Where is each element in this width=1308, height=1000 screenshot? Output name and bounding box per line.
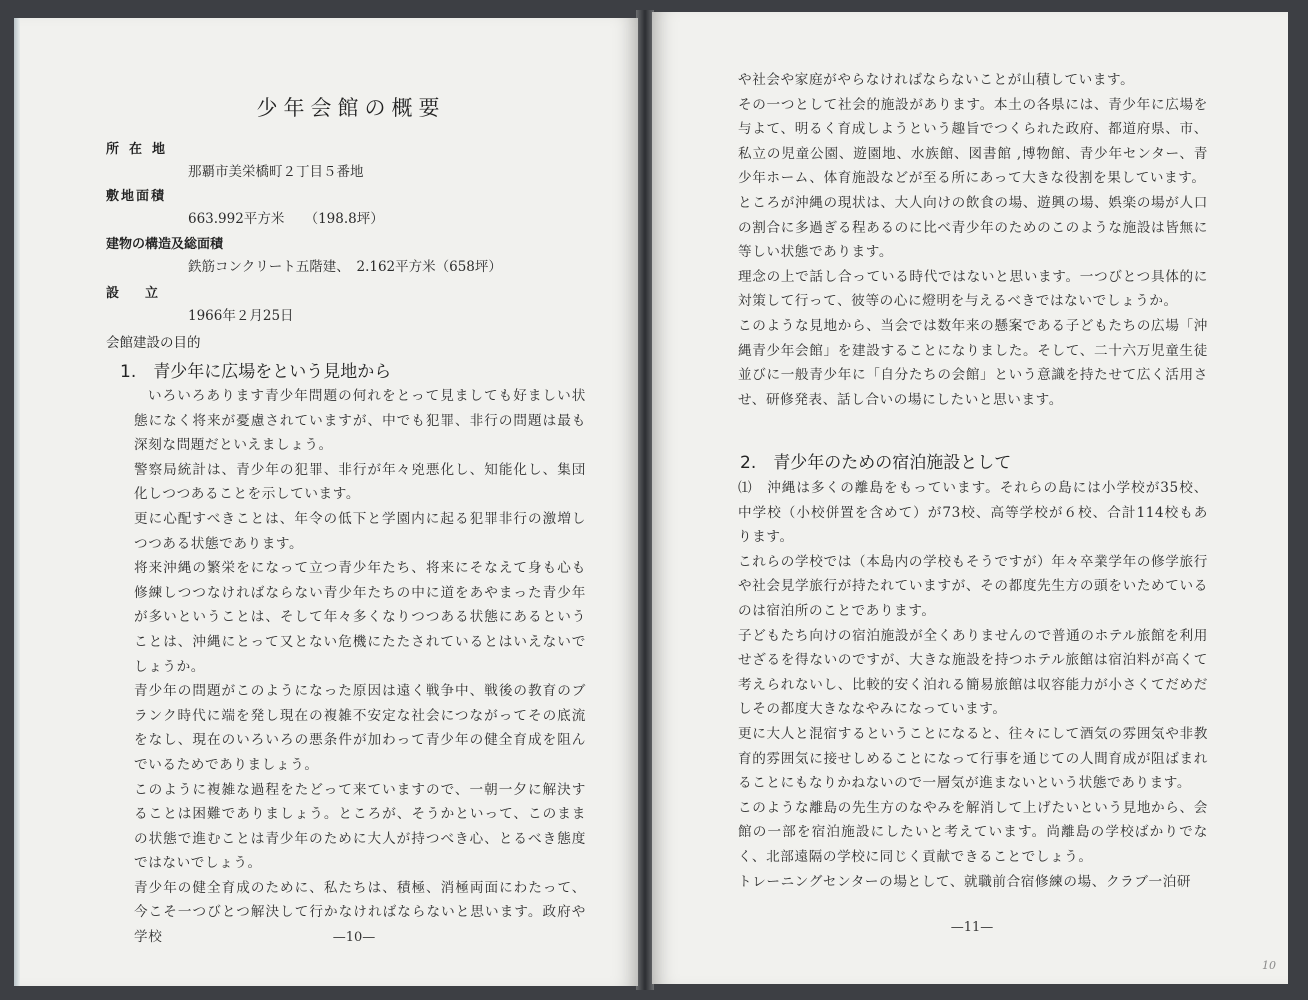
structure-value: 鉄筋コンクリート五階建、 2.162平方米（658坪） xyxy=(188,259,502,275)
page-number: —10— xyxy=(332,930,376,945)
right-body-text-bottom xyxy=(738,476,1208,894)
page-title: 少年会館の概要 xyxy=(256,96,446,120)
right-body-text-top xyxy=(738,68,1208,412)
location-label: 所在地 xyxy=(106,142,176,157)
paragraph: 更に心配すべきことは、年令の低下と学園内に起る犯罪非行の激増しつつある状態であります。 xyxy=(134,510,586,552)
established-value: 1966年２月25日 xyxy=(188,308,294,324)
left-body-text xyxy=(134,384,586,950)
page-number: —11— xyxy=(950,920,994,935)
paragraph: これらの学校では（本島内の学校もそうですが）年々卒業学年の修学旅行や社会見学旅行が持たれていますが、その都度先生方の頭をいためているのは宿泊所のことであります。 xyxy=(738,553,1208,619)
paragraph: いろいろあります青少年問題の何れをとって見ましても好ましい状態になく将来が憂慮されていますが、中でも犯罪、非行の問題は最も深刻な問題だといえましょう。 xyxy=(134,388,586,454)
established-label: 設 立 xyxy=(106,286,159,301)
location-value: 那覇市美栄橋町２丁目５番地 xyxy=(188,164,364,180)
paragraph: 警察局統計は、青少年の犯罪、非行が年々兇悪化し、知能化し、集団化しつつあることを示しています。 xyxy=(134,461,586,503)
area-label: 敷地面積 xyxy=(106,189,167,204)
paragraph: 更に大人と混宿するということになると、往々にして酒気の雰囲気や非教育的雰囲気に接せしめることになって行事を通じての人間育成が阻ばまれることにもなりかねないので一層気が進まないという状態であります。 xyxy=(738,725,1208,792)
right-page xyxy=(652,12,1288,984)
left-page xyxy=(14,18,638,986)
paragraph: ⑴ 沖縄は多くの離島をもっています。それらの島には小学校が35校、中学校（小校併置を含めて）が73校、高等学校が６校、合計114校もあります。 xyxy=(738,480,1208,546)
paragraph: このように複雑な過程をたどって来ていますので、一朝一夕に解決することは困難でありましょう。ところが、そうかといって、このままの状態で進むことは青少年のために大人が持つべき心、とるべき態度ではないでしょう。 xyxy=(134,781,586,872)
paragraph: このような離島の先生方のなやみを解消して上げたいという見地から、会館の一部を宿泊施設にしたいと考えています。尚離島の学校ばかりでなく、北部遠隔の学校に同じく貢献できることでしょう。 xyxy=(738,799,1208,865)
paragraph: 子どもたち向けの宿泊施設が全くありませんので普通のホテル旅館を利用せざるを得ないのですが、大きな施設を持つホテル旅館は宿泊料が高くて考えられないし、比較的安く泊れる簡易旅館は収容能力が小さくてだめだしその都度大きななやみになっています。 xyxy=(738,627,1208,718)
purpose-heading: 会館建設の目的 xyxy=(106,335,201,351)
paragraph: や社会や家庭がやらなければならないことが山積しています。 xyxy=(738,72,1135,88)
paragraph: 将来沖縄の繁栄をになって立つ青少年たち、将来にそなえて身も心も修練しつつなければならない青少年たちの中に道をあやまった青少年が多いということは、そして年々多くなりつつある状態にあるということは、沖縄にとって又とない危機にたたされているとはいえないでしょうか。 xyxy=(134,560,586,675)
paragraph: 理念の上で話し合っている時代ではないと思います。一つびとつ具体的に対策して行って、彼等の心に燈明を与えるべきではないでしょうか。 xyxy=(738,268,1208,310)
paragraph: 青少年の健全育成のために、私たちは、積極、消極両面にわたって、今こそ一つびとつ解決して行かなければならないと思います。政府や学校 xyxy=(134,879,586,946)
area-value: 663.992平方米 （198.8坪） xyxy=(188,211,384,227)
paragraph: 青少年の問題がこのようになった原因は遠く戦争中、戦後の教育のブランク時代に端を発し現在の複雑不安定な社会につながってその底流をなし、現在のいろいろの悪条件が加わって青少年の健全育成を阻んでいるためでありましょう。 xyxy=(134,683,586,773)
paragraph: ところが沖縄の現状は、大人向けの飲食の場、遊興の場、娯楽の場が人口の割合に多過ぎる程あるのに比べ青少年のためのこのような施設は皆無に等しい状態であります。 xyxy=(738,194,1208,261)
paragraph: トレーニングセンターの場として、就職前合宿修練の場、クラブ一泊研 xyxy=(738,873,1192,890)
pencil-annotation: 10 xyxy=(1262,959,1276,972)
section-1-title: 1. 青少年に広場をという見地から xyxy=(120,362,392,382)
structure-label: 建物の構造及総面積 xyxy=(106,237,224,252)
section-2-title: 2. 青少年のための宿泊施設として xyxy=(740,453,1012,473)
page-edge xyxy=(14,18,20,986)
paragraph: その一つとして社会的施設があります。本土の各県には、青少年に広場を与よて、明るく育成しようという趣旨でつくられた政府、都道府県、市、私立の児童公園、遊園地、水族館、図書館 ,博物館、青少年センター、青少年ホーム、体育施設などが至る所にあって大きな役割を果しています。 xyxy=(738,96,1208,187)
paragraph: このような見地から、当会では数年来の懸案である子どもたちの広場「沖縄青少年会館」を建設することになりました。そして、二十六万児童生徒並びに一般青少年に「自分たちの会館」という意識を持たせて広く活用させ、研修発表、話し合いの場にしたいと思います。 xyxy=(738,317,1208,408)
